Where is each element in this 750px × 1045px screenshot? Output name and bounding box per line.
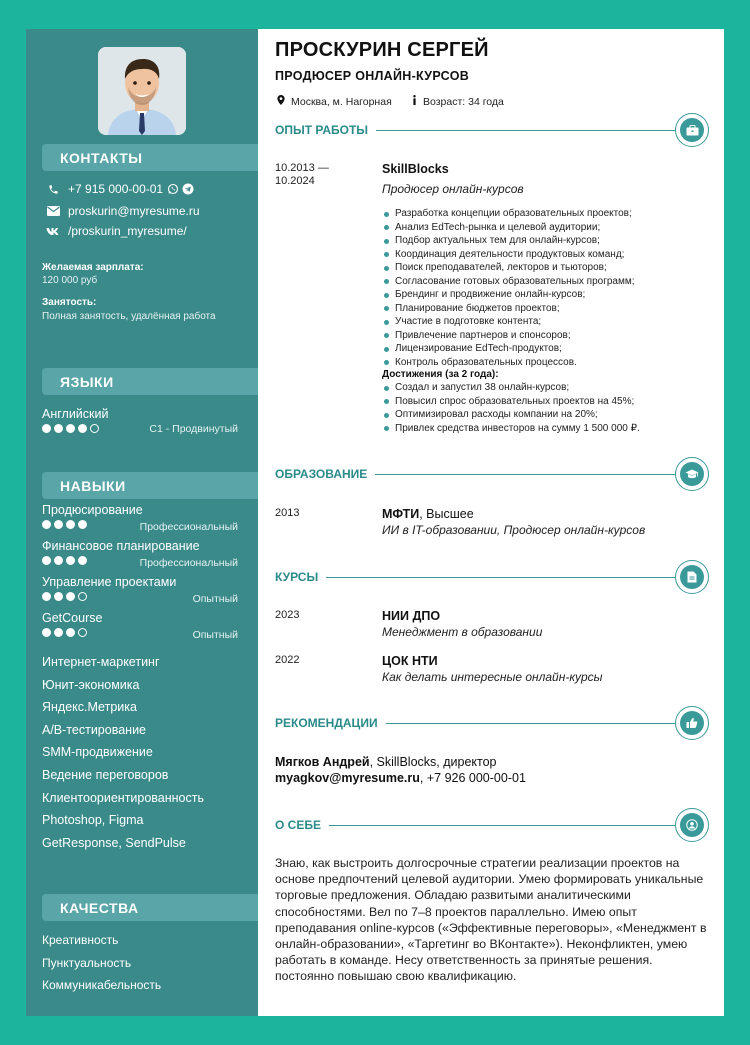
mail-icon [46, 206, 60, 216]
experience-date-end: 10.2024 [275, 175, 315, 187]
user-icon [680, 813, 704, 837]
list-item: Согласование готовых образовательных программ; [382, 275, 712, 289]
vk-icon [46, 227, 60, 236]
skill-name: Продюсирование [42, 503, 143, 517]
list-item: Привлечение партнеров и спонсоров; [382, 329, 712, 343]
location: Москва, м. Нагорная [277, 95, 392, 108]
employment-label: Занятость: [42, 297, 97, 308]
skill-name: Финансовое планирование [42, 539, 200, 553]
skill-item: Интернет-маркетинг [42, 655, 160, 669]
skill-level: Профессиональный [139, 557, 238, 569]
rating-dot-filled [42, 556, 51, 565]
rating-dot-filled [42, 424, 51, 433]
salary-value: 120 000 руб [42, 275, 98, 286]
recommendations-heading: РЕКОМЕНДАЦИИ [275, 706, 709, 740]
skill-item: Клиентоориентированность [42, 790, 204, 805]
list-item: Поиск преподавателей, лекторов и тьюторов; [382, 261, 712, 275]
quality-item: Креативность [42, 933, 119, 947]
rating-dot-filled [66, 520, 75, 529]
duties-list [382, 207, 712, 369]
rating-dot-filled [42, 592, 51, 601]
course-year: 2022 [275, 654, 300, 666]
list-item: Подбор актуальных тем для онлайн-курсов; [382, 234, 712, 248]
contacts-heading: КОНТАКТЫ [42, 144, 258, 171]
language-level: C1 - Продвинутый [149, 423, 238, 435]
experience-date-start: 10.2013 — [275, 162, 329, 174]
experience-heading: ОПЫТ РАБОТЫ [275, 113, 709, 147]
skills-heading: НАВЫКИ [42, 472, 258, 499]
company-name: SkillBlocks [382, 162, 449, 176]
rating-dot-filled [54, 556, 63, 565]
resume-page [26, 29, 724, 1016]
rating-dot-filled [66, 424, 75, 433]
divider [275, 577, 675, 578]
skill-level: Опытный [192, 629, 238, 641]
job-title: ПРОДЮСЕР ОНЛАЙН-КУРСОВ [275, 69, 470, 83]
employment-value: Полная занятость, удалённая работа [42, 311, 216, 322]
rating-dot-empty [90, 424, 99, 433]
age: Возраст: 34 года [412, 95, 504, 108]
list-item: Создал и запустил 38 онлайн-курсов; [382, 381, 712, 395]
whatsapp-icon[interactable] [167, 183, 179, 195]
location-icon [277, 95, 285, 108]
divider [275, 825, 675, 826]
rating-dot-filled [54, 520, 63, 529]
briefcase-icon [680, 118, 704, 142]
education-institution: МФТИ, Высшее [382, 507, 474, 521]
rating-dot-filled [78, 424, 87, 433]
about-heading: О СЕБЕ [275, 808, 709, 842]
thumbs-up-icon [680, 711, 704, 735]
language-rating [42, 424, 99, 433]
list-item: Участие в подготовке контента; [382, 315, 712, 329]
list-item: Привлек средства инвесторов на сумму 1 500 000 ₽. [382, 422, 712, 436]
achievements-title: Достижения (за 2 года): [382, 369, 499, 380]
rating-dot-filled [42, 628, 51, 637]
skill-item: GetResponse, SendPulse [42, 835, 186, 850]
skill-item: A/B-тестирование [42, 722, 146, 737]
skill-rating [42, 628, 87, 637]
rating-dot-filled [78, 520, 87, 529]
skill-level: Профессиональный [139, 521, 238, 533]
recommender: Мягков Андрей, SkillBlocks, директор [275, 755, 497, 769]
quality-item: Пунктуальность [42, 955, 132, 970]
info-icon [412, 95, 417, 108]
course-year: 2023 [275, 609, 300, 621]
skill-rating [42, 520, 87, 529]
skill-item: Photoshop, Figma [42, 813, 144, 828]
phone-icon [46, 184, 60, 195]
list-item: Оптимизировал расходы компании на 20%; [382, 408, 712, 422]
contact-email[interactable]: proskurin@myresume.ru [46, 204, 200, 218]
course-org: НИИ ДПО [382, 609, 441, 623]
document-icon [680, 565, 704, 589]
language-name: Английский [42, 407, 109, 421]
course-title: Как делать интересные онлайн-курсы [382, 670, 603, 684]
list-item: Брендинг и продвижение онлайн-курсов; [382, 288, 712, 302]
sidebar [26, 29, 258, 1016]
rating-dot-empty [78, 628, 87, 637]
telegram-icon[interactable] [182, 183, 194, 195]
skill-rating [42, 592, 87, 601]
courses-heading: КУРСЫ [275, 560, 709, 594]
education-year: 2013 [275, 507, 300, 519]
contact-vk[interactable]: /proskurin_myresume/ [46, 224, 187, 238]
position: Продюсер онлайн-курсов [382, 182, 524, 196]
skill-level: Опытный [192, 593, 238, 605]
course-title: Менеджмент в образовании [382, 625, 543, 639]
rating-dot-empty [78, 592, 87, 601]
skill-item: Ведение переговоров [42, 768, 169, 782]
about-text: Знаю, как выстроить долгосрочные стратегии реализации проектов на основе предпочтений целевой аудитории. Умею формировать уникальные торговые предложения. Обладаю развитыми аналитическими способностями. Вел по 7–8 проектов параллельно. Имею опыт преподавания online-курсов («Эффективные переговоры», «Менеджмент в онлайн-образовании», «Таргетинг во ВКонтакте»). Неконфликтен, умею работать в команде. Несу ответственность за принятые решения. постоянно повышаю свою квалификацию. [275, 856, 707, 984]
achievements-list [382, 381, 712, 435]
skill-name: Управление проектами [42, 575, 177, 589]
education-specialty: ИИ в IT-образовании, Продюсер онлайн-курсов [382, 523, 646, 537]
quality-item: Коммуникабельность [42, 978, 162, 992]
rating-dot-filled [54, 424, 63, 433]
list-item: Лицензирование EdTech-продуктов; [382, 342, 712, 356]
skill-item: Яндекс.Метрика [42, 700, 137, 715]
course-org: ЦОК НТИ [382, 654, 438, 668]
salary-label: Желаемая зарплата: [42, 262, 144, 273]
list-item: Контроль образовательных процессов. [382, 356, 712, 370]
rating-dot-filled [66, 556, 75, 565]
rating-dot-filled [78, 556, 87, 565]
rating-dot-filled [54, 628, 63, 637]
skill-name: GetCourse [42, 611, 103, 625]
profile-photo [98, 47, 186, 135]
full-name: ПРОСКУРИН СЕРГЕЙ [275, 39, 489, 61]
graduation-cap-icon [680, 462, 704, 486]
list-item: Анализ EdTech-рынка и целевой аудитории; [382, 221, 712, 235]
main-content [275, 29, 724, 1016]
skill-rating [42, 556, 87, 565]
rating-dot-filled [54, 592, 63, 601]
recommender-contacts: myagkov@myresume.ru, +7 926 000-00-01 [275, 771, 526, 785]
rating-dot-filled [66, 592, 75, 601]
recommender-email[interactable]: myagkov@myresume.ru [275, 771, 420, 785]
list-item: Координация деятельности продуктовых команд; [382, 248, 712, 262]
contact-phone[interactable]: +7 915 000-00-01 [46, 182, 194, 196]
list-item: Повысил спрос образовательных проектов на 45%; [382, 395, 712, 409]
languages-heading: ЯЗЫКИ [42, 368, 258, 395]
rating-dot-filled [66, 628, 75, 637]
skill-item: SMM-продвижение [42, 745, 153, 760]
skill-item: Юнит-экономика [42, 677, 140, 692]
qualities-heading: КАЧЕСТВА [42, 894, 258, 921]
education-heading: ОБРАЗОВАНИЕ [275, 457, 709, 491]
rating-dot-filled [42, 520, 51, 529]
list-item: Планирование бюджетов проектов; [382, 302, 712, 316]
list-item: Разработка концепции образовательных проектов; [382, 207, 712, 221]
